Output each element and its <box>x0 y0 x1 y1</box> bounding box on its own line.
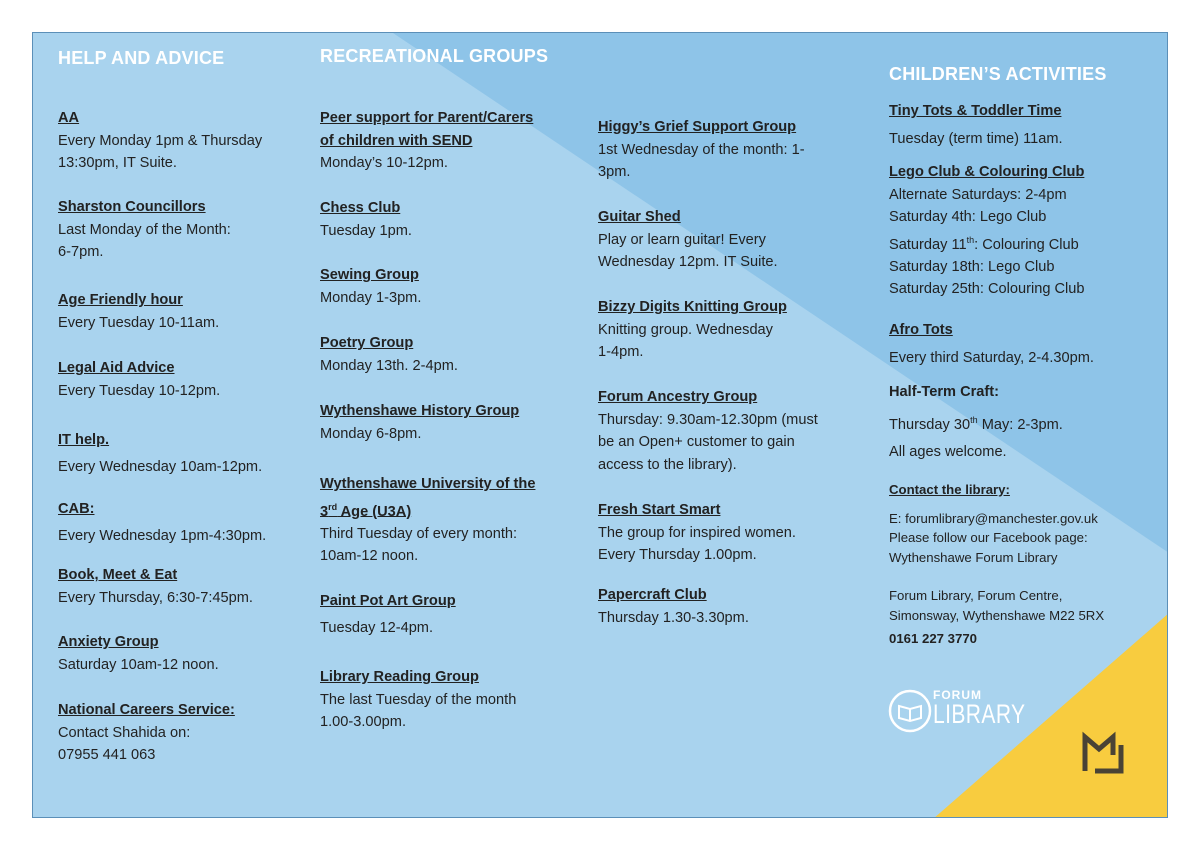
recreational-item-line: Monday 13th. 2-4pm. <box>320 357 458 374</box>
recreational-item-title: Fresh Start Smart <box>598 502 721 518</box>
help-item <box>58 631 308 676</box>
logo-forum-text: FORUM <box>933 688 982 702</box>
help-item <box>58 289 308 334</box>
help-item-line: 6-7pm. <box>58 244 104 260</box>
help-item-line: Last Monday of the Month: <box>58 221 231 238</box>
help-item-line: Every Wednesday 1pm-4:30pm. <box>58 527 267 544</box>
help-item-title: National Careers Service: <box>58 702 235 718</box>
afro-tots-item <box>889 319 1159 369</box>
recreational-item-line: Monday 1-3pm. <box>320 289 422 306</box>
help-item-line: 07955 441 063 <box>58 747 156 763</box>
manchester-m-icon <box>1081 731 1127 775</box>
lego-club-title: Lego Club & Colouring Club <box>889 164 1085 180</box>
recreational-item <box>320 666 580 734</box>
lego-l3-pre: Saturday 11 <box>889 236 967 253</box>
recreational-item-title: Chess Club <box>320 200 401 216</box>
title-post: Age (U3A) <box>337 503 412 520</box>
recreational-item-title <box>320 496 580 523</box>
contact-address-1: Forum Library, Forum Centre, <box>889 588 1063 603</box>
lego-club-line-2: Saturday 4th: Lego Club <box>889 209 1047 225</box>
title-sup: rd <box>328 501 338 512</box>
recreational-item-line: 1st Wednesday of the month: 1- <box>598 141 805 158</box>
recreational-item-line: 1-4pm. <box>598 344 644 360</box>
recreational-item-title: Peer support for Parent/Carers <box>320 110 534 126</box>
recreational-item-line: Monday’s 10-12pm. <box>320 155 448 171</box>
help-item-line: Contact Shahida on: <box>58 724 191 741</box>
help-item <box>58 196 308 264</box>
afro-tots-title: Afro Tots <box>889 322 953 338</box>
logo-library-text: LIBRARY <box>933 699 1026 729</box>
recreational-item-title: Poetry Group <box>320 335 414 351</box>
help-item <box>58 498 308 547</box>
half-term-item <box>889 381 1159 463</box>
help-item-title: Sharston Councillors <box>58 199 206 215</box>
half-term-title: Half-Term Craft: <box>889 384 1000 400</box>
contact-email: E: forumlibrary@manchester.gov.uk <box>889 510 1098 526</box>
recreational-item-line: Thursday 1.30-3.30pm. <box>598 609 749 626</box>
recreational-item <box>598 386 843 476</box>
recreational-item-line: The last Tuesday of the month <box>320 691 517 708</box>
lego-club-line-1: Alternate Saturdays: 2-4pm <box>889 186 1067 203</box>
half-term-sup: th <box>970 414 978 425</box>
recreational-item-title: Wythenshawe University of the <box>320 476 536 492</box>
recreational-item-line: Wednesday 12pm. IT Suite. <box>598 254 778 270</box>
recreational-item-line: 3pm. <box>598 164 631 180</box>
help-item-title: Age Friendly hour <box>58 292 183 308</box>
lego-l3-post: : Colouring Club <box>974 236 1079 253</box>
help-item-line: Every Thursday, 6:30-7:45pm. <box>58 589 253 606</box>
help-item <box>58 564 308 609</box>
help-item-line: Every Monday 1pm & Thursday <box>58 132 263 149</box>
leaflet-page <box>32 32 1168 818</box>
book-icon <box>888 687 936 735</box>
help-item-line: Saturday 10am-12 noon. <box>58 656 219 673</box>
lego-club-line-3 <box>889 229 1159 256</box>
help-item-line: Every Tuesday 10-11am. <box>58 314 220 331</box>
recreational-item <box>320 107 580 175</box>
help-item-title: IT help. <box>58 432 110 448</box>
help-item <box>58 699 308 767</box>
recreational-item <box>320 264 580 309</box>
recreational-item-line: Monday 6-8pm. <box>320 425 422 442</box>
tiny-tots-time: Tuesday (term time) 11am. <box>889 130 1063 147</box>
half-term-post: May: 2-3pm. <box>977 416 1063 433</box>
recreational-item-line: 1.00-3.00pm. <box>320 714 406 730</box>
contact-facebook-1: Please follow our Facebook page: <box>889 530 1088 545</box>
help-heading: HELP AND ADVICE <box>58 48 225 68</box>
lego-club-line-4: Saturday 18th: Lego Club <box>889 258 1055 275</box>
recreational-item <box>320 473 580 568</box>
recreational-item-title: Wythenshawe History Group <box>320 403 520 419</box>
recreational-item-line: Tuesday 12-4pm. <box>320 619 434 636</box>
recreational-item-line: Every Thursday 1.00pm. <box>598 547 757 563</box>
tiny-tots-title: Tiny Tots & Toddler Time <box>889 103 1062 119</box>
contact-facebook-2: Wythenshawe Forum Library <box>889 549 1058 565</box>
recreational-item <box>320 332 580 377</box>
recreational-item <box>598 584 843 629</box>
recreational-item <box>598 296 843 364</box>
recreational-item-line: Third Tuesday of every month: <box>320 525 518 542</box>
forum-library-logo <box>888 687 1028 735</box>
recreational-item <box>320 400 580 445</box>
half-term-date <box>889 409 1159 436</box>
recreational-item-title: Paint Pot Art Group <box>320 593 456 609</box>
recreational-item <box>598 499 843 567</box>
lego-l3-sup: th <box>966 234 975 245</box>
recreational-item-line: be an Open+ customer to gain <box>598 434 795 450</box>
recreational-item-title: Papercraft Club <box>598 587 707 603</box>
recreational-item-line: The group for inspired women. <box>598 524 796 541</box>
help-item-title: Book, Meet & Eat <box>58 567 178 583</box>
help-item <box>58 357 308 402</box>
recreational-item <box>320 590 580 639</box>
children-heading: CHILDREN’S ACTIVITIES <box>889 64 1107 84</box>
help-item-title: Legal Aid Advice <box>58 360 175 376</box>
help-item <box>58 429 308 478</box>
title-pre: 3 <box>320 503 329 520</box>
contact-block <box>889 480 1159 649</box>
recreational-item-line: Thursday: 9.30am-12.30pm (must <box>598 411 818 428</box>
lego-club-line-5: Saturday 25th: Colouring Club <box>889 281 1085 298</box>
recreational-item-line: access to the library). <box>598 456 737 473</box>
recreational-item-title: Library Reading Group <box>320 669 479 685</box>
recreational-item-line: 10am-12 noon. <box>320 548 419 565</box>
recreational-item-title: Forum Ancestry Group <box>598 389 758 405</box>
help-item-line: Every Tuesday 10-12pm. <box>58 382 221 399</box>
recreational-item-title: Bizzy Digits Knitting Group <box>598 299 787 315</box>
tiny-tots-item <box>889 100 1159 150</box>
recreational-item-title: Sewing Group <box>320 267 419 283</box>
lego-club-item <box>889 161 1159 301</box>
help-item-line: Every Wednesday 10am-12pm. <box>58 458 263 475</box>
recreational-item-line: Tuesday 1pm. <box>320 222 412 239</box>
help-item-line: 13:30pm, IT Suite. <box>58 155 177 171</box>
afro-tots-time: Every third Saturday, 2-4.30pm. <box>889 349 1094 366</box>
help-item-title: Anxiety Group <box>58 634 159 650</box>
contact-phone: 0161 227 3770 <box>889 631 978 646</box>
recreational-item-line: Play or learn guitar! Every <box>598 231 766 248</box>
recreational-item-title: Guitar Shed <box>598 209 681 225</box>
recreational-item-line: Knitting group. Wednesday <box>598 321 773 338</box>
contact-title: Contact the library: <box>889 482 1010 497</box>
help-item-title: AA <box>58 110 80 126</box>
recreational-item <box>598 116 843 184</box>
recreational-item <box>598 206 843 274</box>
half-term-note: All ages welcome. <box>889 443 1007 460</box>
recreational-item <box>320 197 580 242</box>
recreational-item-title: of children with SEND <box>320 132 473 149</box>
help-item <box>58 107 308 175</box>
recreational-item-title: Higgy’s Grief Support Group <box>598 119 797 135</box>
half-term-pre: Thursday 30 <box>889 416 971 433</box>
recreational-heading: RECREATIONAL GROUPS <box>320 46 549 66</box>
help-item-title: CAB: <box>58 501 95 517</box>
contact-address-2: Simonsway, Wythenshawe M22 5RX <box>889 607 1105 623</box>
